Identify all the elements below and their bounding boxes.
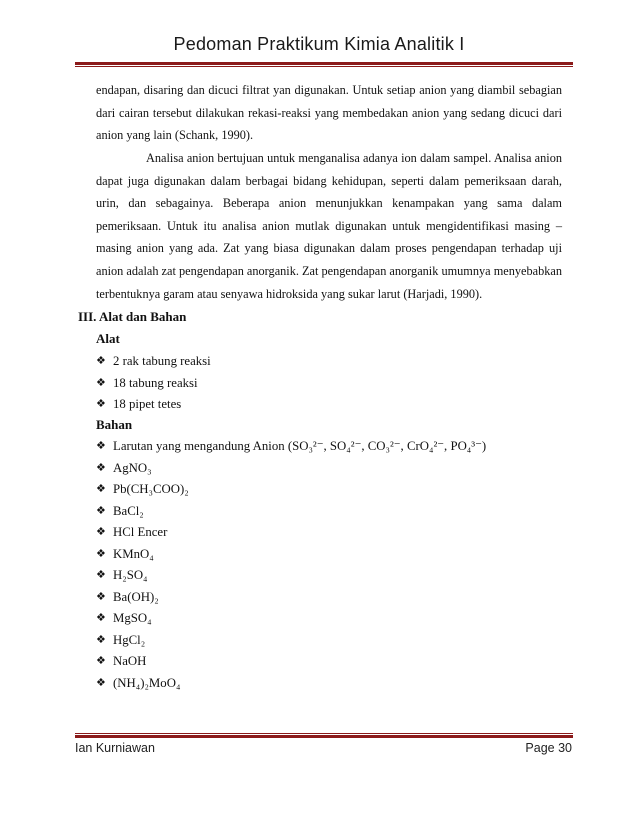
list-item-label: 18 pipet tetes [113,397,182,411]
list-item-label: MgSO₄ [113,611,152,625]
diamond-bullet-icon: ❖ [96,504,106,517]
diamond-bullet-icon: ❖ [96,612,106,624]
paragraph-1: endapan, disaring dan dicuci filtrat yan digunakan. Untuk setiap anion yang diambil sebagian dari cairan tersebut dilakukan rekasi-reaksi yang membedakan anion yang sedang dicuci dari anion yang lain (Schank, 1990). [96,83,562,143]
list-item-label: AgNO₃ [113,460,152,475]
list-item-label: Pb(CH₃COO)₂ [113,482,189,496]
list-item [96,479,486,501]
section-heading: III. Alat dan Bahan [78,309,187,324]
footer-author: Ian Kurniawan [75,741,155,755]
page-number: Page 30 [525,741,572,755]
diamond-bullet-icon: ❖ [96,398,106,410]
list-item [96,373,211,395]
list-item [96,651,486,673]
diamond-bullet-icon: ❖ [96,569,106,581]
list-item-label: 2 rak tabung reaksi [113,354,211,368]
list-item [96,565,486,587]
list-item [96,608,486,630]
list-item [96,630,486,652]
list-item [96,501,486,523]
list-item-label: NaOH [113,654,147,668]
diamond-bullet-icon: ❖ [96,440,106,452]
bahan-list [96,436,486,694]
header-rule-thin [75,66,573,67]
diamond-bullet-icon: ❖ [96,376,106,389]
diamond-bullet-icon: ❖ [96,461,106,474]
paragraph-2: Analisa anion bertujuan untuk menganalisa adanya ion dalam sampel. Analisa anion dapat juga digunakan dalam berbagai bidang kehidupan, seperti dalam pemeriksaan darah, urin, dan sebagainya. Beberapa anion menunjukkan kenampakan yang sama dalam pemeriksaan. Untuk itu analisa anion mutlak digunakan untuk mengidentifikasi masing – masing anion yang ada. Zat yang biasa digunakan dalam proses pengendapan terhadap uji anion adalah zat pengendapan anorganik. Zat pengendapan anorganik umumnya menyebabkan terbentuknya garam atau senyawa hidroksida yang sukar larut (Harjadi, 1990). [96,151,562,301]
alat-list [96,351,211,416]
footer-rule-thin [75,733,573,734]
diamond-bullet-icon: ❖ [96,355,106,367]
header-rule [75,62,573,65]
list-item [96,522,486,544]
list-item-label: BaCl₂ [113,503,144,518]
list-item [96,587,486,609]
list-item-label: 18 tabung reaksi [113,375,198,390]
diamond-bullet-icon: ❖ [96,526,106,538]
bahan-heading: Bahan [96,417,133,432]
list-item-label: (NH₄)₂MoO₄ [113,675,181,690]
diamond-bullet-icon: ❖ [96,655,106,667]
page-header-title: Pedoman Praktikum Kimia Analitik I [173,34,465,54]
list-item-label: Larutan yang mengandung Anion (SO₃²⁻, SO₄²⁻, CO₃²⁻, CrO₄²⁻, PO₄³⁻) [113,439,487,453]
list-item [96,351,211,373]
alat-heading: Alat [96,331,120,346]
list-item-label: HgCl₂ [113,632,146,647]
list-item-label: KMnO₄ [113,546,154,561]
list-item [96,394,211,416]
list-item [96,458,486,480]
diamond-bullet-icon: ❖ [96,633,106,646]
list-item [96,673,486,695]
list-item-label: HCl Encer [113,525,168,539]
diamond-bullet-icon: ❖ [96,590,106,603]
diamond-bullet-icon: ❖ [96,483,106,495]
list-item [96,544,486,566]
list-item-label: H₂SO₄ [113,568,148,582]
diamond-bullet-icon: ❖ [96,676,106,689]
diamond-bullet-icon: ❖ [96,547,106,560]
footer-rule [75,735,573,738]
list-item-label: Ba(OH)₂ [113,589,159,604]
list-item [96,436,486,458]
